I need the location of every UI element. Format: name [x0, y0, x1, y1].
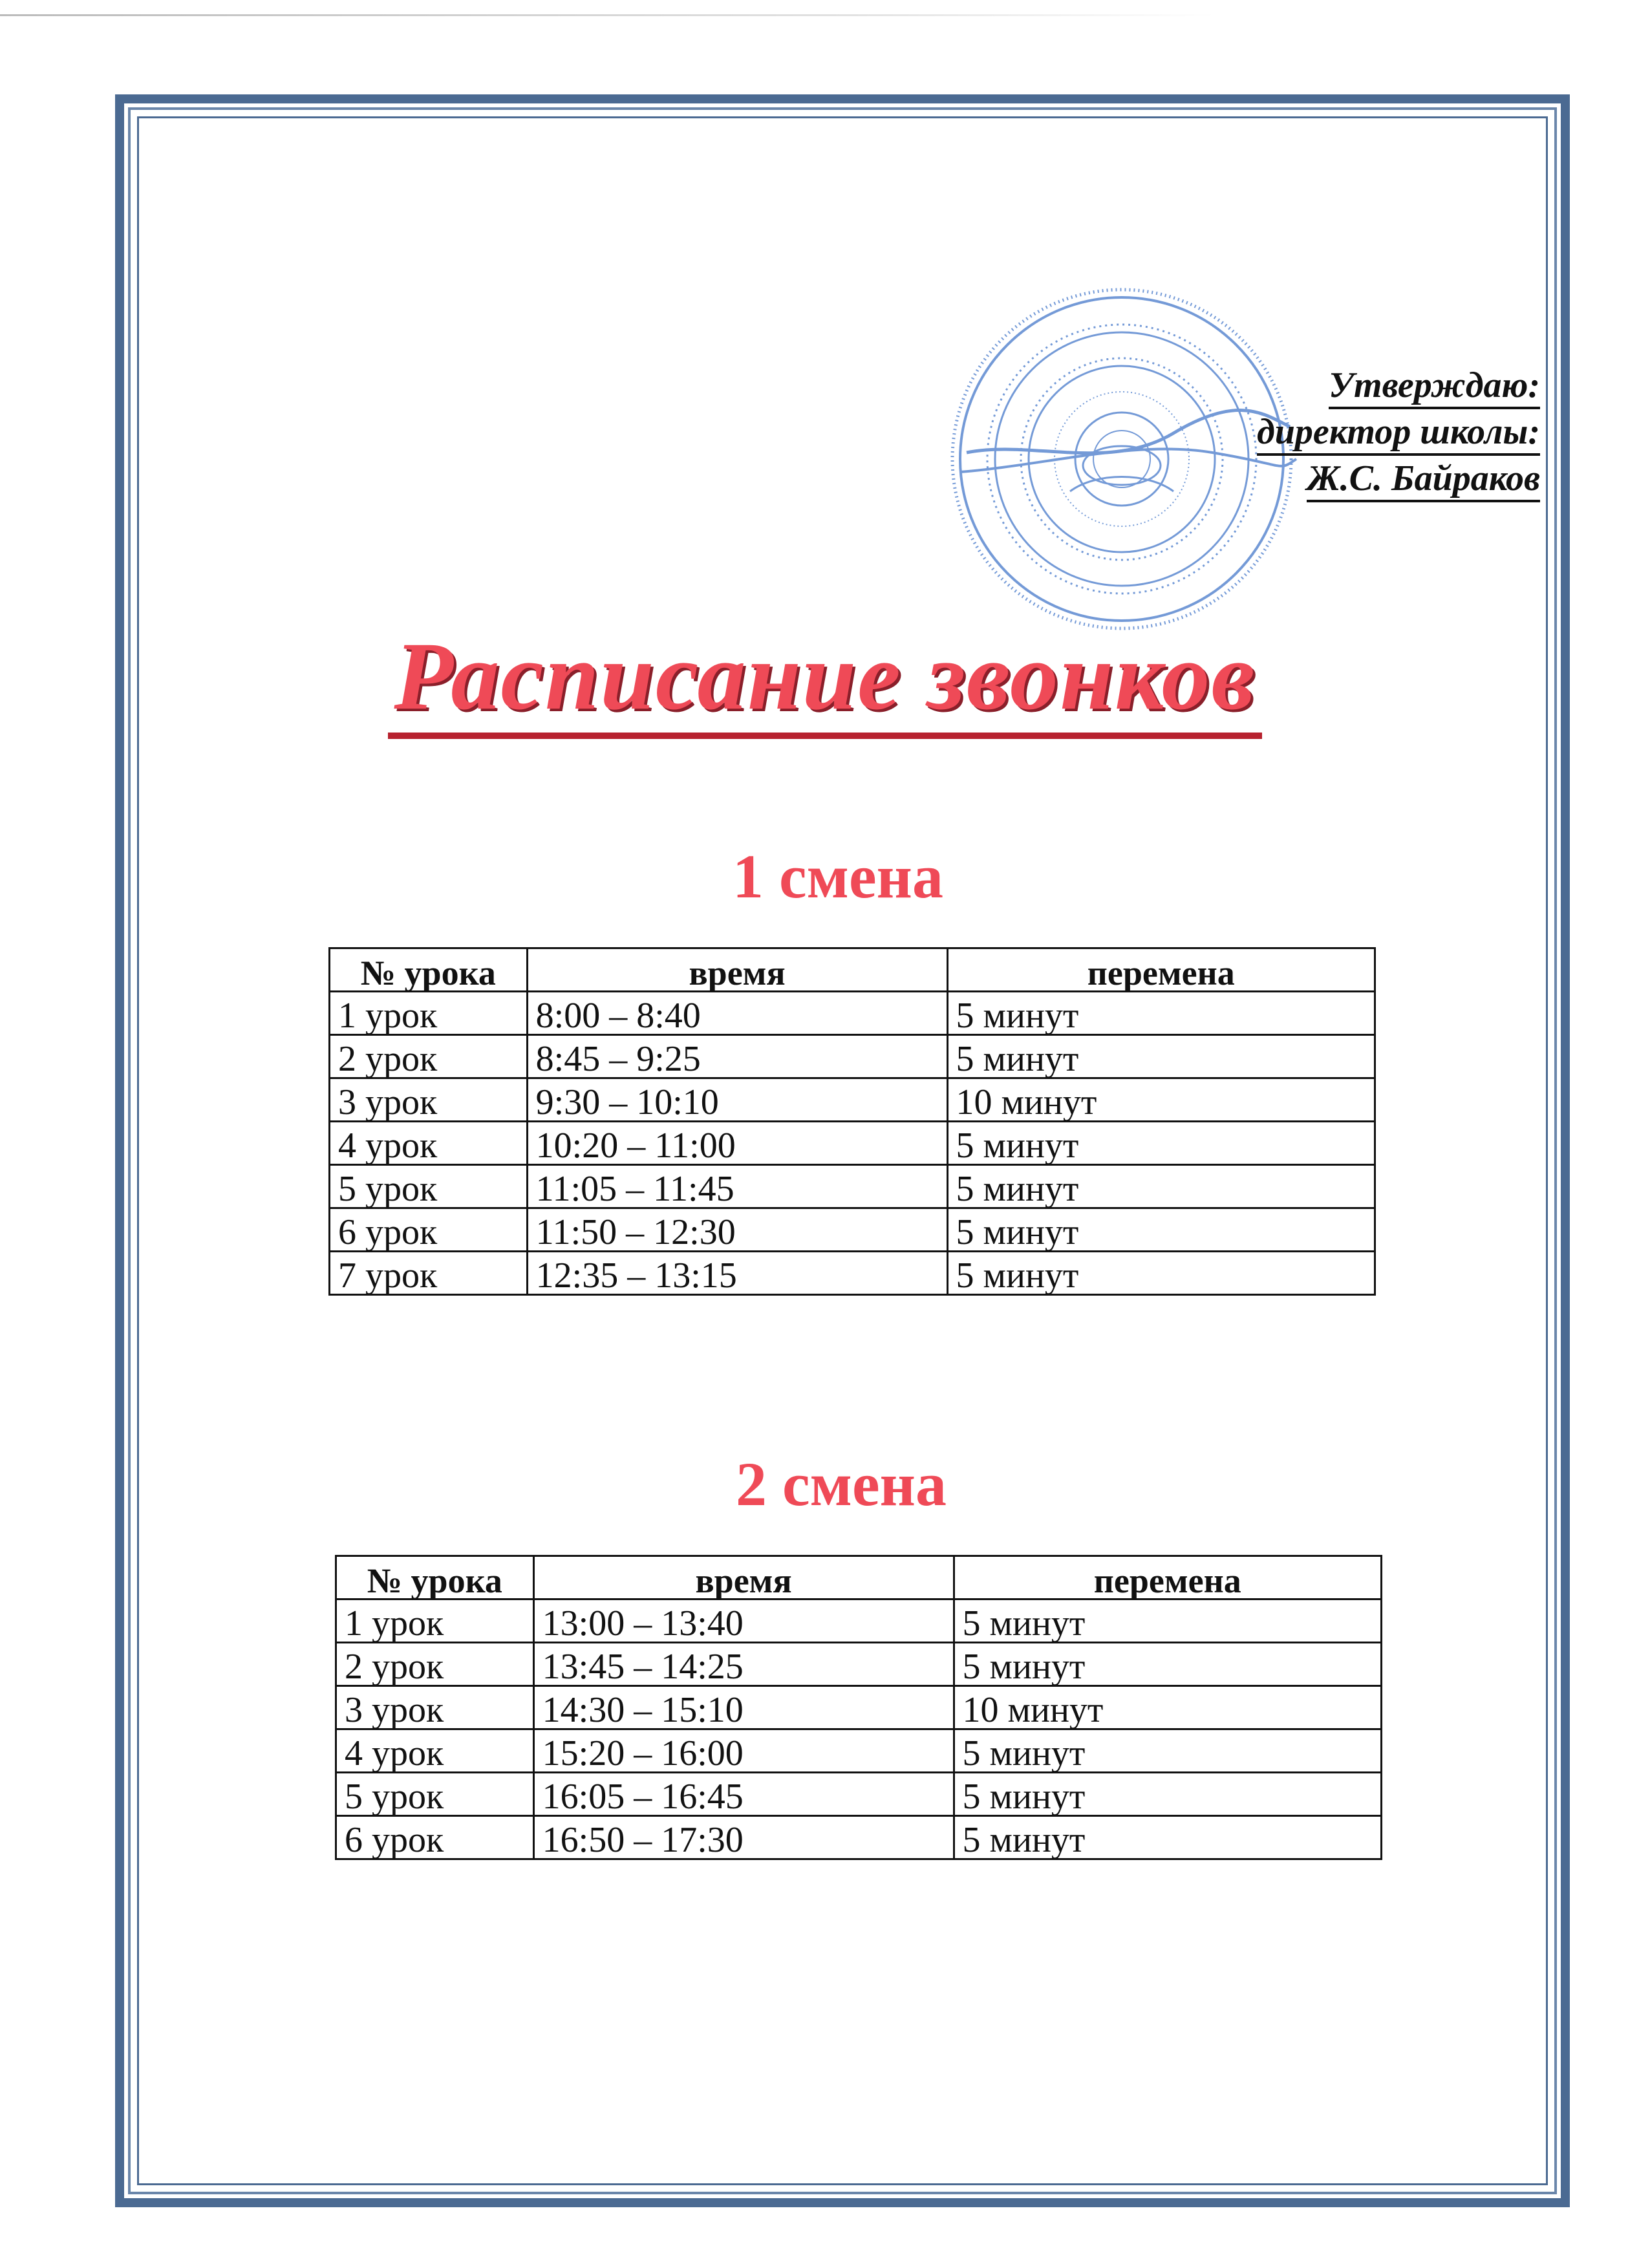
table-header-row	[336, 1556, 1382, 1599]
scan-edge	[0, 14, 1216, 16]
cell-break: 10 минут	[947, 1078, 1375, 1122]
cell-break: 5 минут	[947, 1252, 1375, 1295]
cell-break: 10 минут	[954, 1686, 1381, 1729]
cell-break: 5 минут	[947, 992, 1375, 1035]
cell-break: 5 минут	[947, 1122, 1375, 1165]
page-title	[0, 621, 1650, 732]
cell-lesson: 3 урок	[330, 1078, 528, 1122]
shift1-table	[328, 947, 1376, 1296]
cell-time: 15:20 – 16:00	[533, 1729, 954, 1773]
cell-break: 5 минут	[947, 1035, 1375, 1078]
table-row	[336, 1643, 1382, 1686]
cell-time: 16:05 – 16:45	[533, 1773, 954, 1816]
table-row	[330, 1252, 1375, 1295]
table-row	[330, 1122, 1375, 1165]
cell-lesson: 1 урок	[336, 1599, 534, 1643]
cell-time: 8:45 – 9:25	[527, 1035, 947, 1078]
cell-break: 5 минут	[947, 1208, 1375, 1252]
table-row	[330, 1078, 1375, 1122]
cell-lesson: 6 урок	[330, 1208, 528, 1252]
column-header-time: время	[527, 948, 947, 992]
cell-lesson: 5 урок	[336, 1773, 534, 1816]
cell-lesson: 7 урок	[330, 1252, 528, 1295]
column-header-break: перемена	[947, 948, 1375, 992]
cell-time: 9:30 – 10:10	[527, 1078, 947, 1122]
cell-lesson: 4 урок	[330, 1122, 528, 1165]
table-header-row	[330, 948, 1375, 992]
table-row	[336, 1729, 1382, 1773]
cell-break: 5 минут	[954, 1729, 1381, 1773]
cell-break: 5 минут	[954, 1643, 1381, 1686]
cell-lesson: 2 урок	[336, 1643, 534, 1686]
column-header-time: время	[533, 1556, 954, 1599]
approval-position: директор школы:	[1257, 412, 1540, 456]
cell-break: 5 минут	[954, 1816, 1381, 1859]
table-row	[336, 1816, 1382, 1859]
cell-time: 13:45 – 14:25	[533, 1643, 954, 1686]
approval-block	[1049, 362, 1540, 502]
cell-break: 5 минут	[954, 1599, 1381, 1643]
table-row	[330, 992, 1375, 1035]
column-header-break: перемена	[954, 1556, 1381, 1599]
shift2-heading: 2 смена	[736, 1450, 947, 1519]
cell-time: 16:50 – 17:30	[533, 1816, 954, 1859]
table-row	[336, 1599, 1382, 1643]
table-row	[330, 1035, 1375, 1078]
cell-lesson: 1 урок	[330, 992, 528, 1035]
cell-lesson: 3 урок	[336, 1686, 534, 1729]
cell-time: 11:50 – 12:30	[527, 1208, 947, 1252]
table-row	[336, 1686, 1382, 1729]
column-header-lesson: № урока	[330, 948, 528, 992]
page-title-text: Расписание звонков	[388, 623, 1263, 739]
cell-time: 14:30 – 15:10	[533, 1686, 954, 1729]
cell-break: 5 минут	[947, 1165, 1375, 1208]
approval-signatory: Ж.С. Байраков	[1307, 458, 1540, 502]
approval-title: Утверждаю:	[1329, 365, 1540, 409]
cell-time: 10:20 – 11:00	[527, 1122, 947, 1165]
cell-lesson: 4 урок	[336, 1729, 534, 1773]
table-row	[336, 1773, 1382, 1816]
cell-time: 11:05 – 11:45	[527, 1165, 947, 1208]
shift1-heading: 1 смена	[733, 842, 943, 911]
cell-time: 13:00 – 13:40	[533, 1599, 954, 1643]
cell-lesson: 5 урок	[330, 1165, 528, 1208]
cell-lesson: 6 урок	[336, 1816, 534, 1859]
table-row	[330, 1208, 1375, 1252]
cell-break: 5 минут	[954, 1773, 1381, 1816]
column-header-lesson: № урока	[336, 1556, 534, 1599]
cell-time: 12:35 – 13:15	[527, 1252, 947, 1295]
table-row	[330, 1165, 1375, 1208]
cell-time: 8:00 – 8:40	[527, 992, 947, 1035]
shift2-table	[335, 1555, 1382, 1860]
cell-lesson: 2 урок	[330, 1035, 528, 1078]
